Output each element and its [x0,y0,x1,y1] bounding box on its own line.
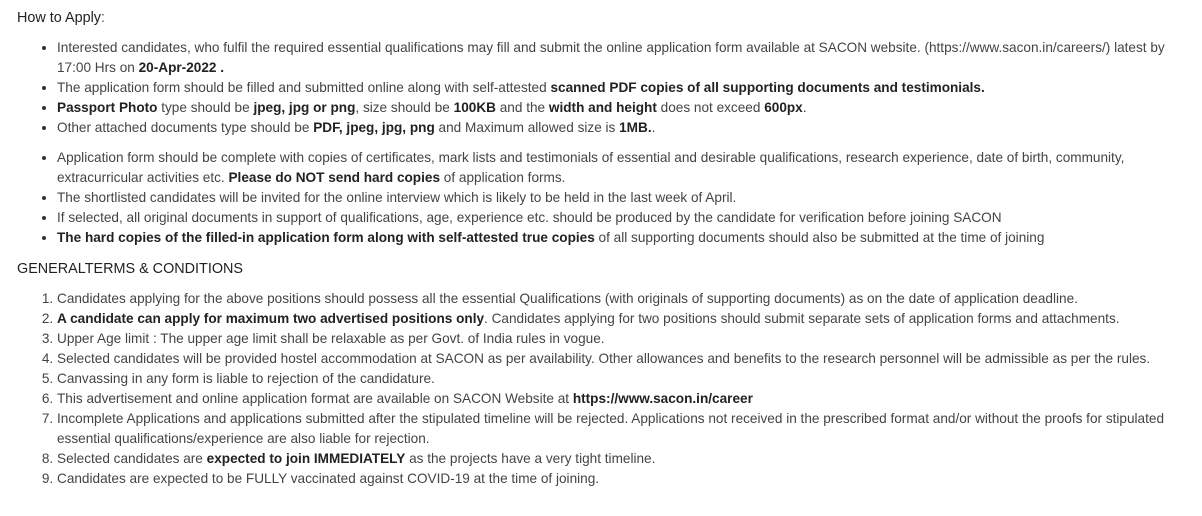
list-item [57,98,1192,118]
item-text: Incomplete Applications and applications submitted after the stipulated timeline will be rejected. Applications not received in the prescribed format and/or without the proofs for stipulated essential qualifications/experience are also liable for rejection. [57,411,1165,446]
item-text: If selected, all original documents in support of qualifications, age, experience etc. should be produced by the candidate for verification before joining SACON [57,210,1002,225]
list-item [57,188,1192,208]
item-bold: scanned PDF copies of all supporting documents and testimonials. [550,80,985,95]
list-item [57,289,1192,309]
how-to-apply-heading-text: How to Apply [17,10,101,26]
item-text: . [802,100,807,115]
how-to-apply-heading [17,8,1192,28]
item-text: and Maximum allowed size is [434,120,620,135]
item-bold: PDF, jpeg, jpg, png [313,120,435,135]
item-text: does not exceed [656,100,765,115]
list-item [57,228,1192,248]
item-bold: Please do NOT send hard copies [228,170,441,185]
list-item [57,329,1192,349]
list-item [57,409,1192,449]
item-bold: jpeg, jpg or png [253,100,356,115]
terms-heading: GENERALTERMS & CONDITIONS [17,261,244,277]
list-item [57,78,1192,98]
list-item [57,118,1192,138]
item-text: Candidates are expected to be FULLY vaccinated against COVID-19 at the time of joining. [57,471,600,486]
item-text: Selected candidates are [57,451,207,466]
list-item [57,369,1192,389]
item-text: . [651,120,656,135]
list-item [57,349,1192,369]
item-text: Interested candidates, who fulfil the required essential qualifications may fill and submit the online application form available at SACON website. (https://www.sacon.in/careers/) latest by 17:00 Hrs on [57,40,1165,75]
list-item [57,389,1192,409]
list-item [57,449,1192,469]
list-item [57,208,1192,228]
item-text: Selected candidates will be provided hostel accommodation at SACON as per availability. Other allowances and benefits to the research personnel will be admissible as per the rules. [57,351,1151,366]
deadline-date: 20-Apr-2022 . [138,60,224,75]
career-url: https://www.sacon.in/career [572,391,753,406]
item-text: Application form should be complete with copies of certificates, mark lists and testimonials of essential and desirable qualifications, research experience, date of birth, community, extracurricular activities etc. [57,150,1125,185]
terms-list [17,289,1192,489]
item-text: of all supporting documents should also be submitted at the time of joining [594,230,1045,245]
list-item [57,469,1192,489]
item-bold: Passport Photo [57,100,158,115]
item-text: Upper Age limit : The upper age limit shall be relaxable as per Govt. of India rules in vogue. [57,331,605,346]
item-bold: width and height [548,100,657,115]
item-text: of application forms. [440,170,566,185]
item-bold: 600px [764,100,803,115]
item-text: . Candidates applying for two positions should submit separate sets of application forms and attachments. [484,311,1120,326]
list-item [57,309,1192,329]
list-item [57,38,1192,78]
item-text: , size should be [355,100,454,115]
item-bold: The hard copies of the filled-in application form along with self-attested true copies [57,230,595,245]
item-bold: A candidate can apply for maximum two advertised positions only [57,311,485,326]
item-text: Candidates applying for the above positions should possess all the essential Qualifications (with originals of supporting documents) as on the date of application deadline. [57,291,1078,306]
item-bold: expected to join IMMEDIATELY [206,451,406,466]
item-text: as the projects have a very tight timeline. [405,451,656,466]
apply-list-primary [17,38,1192,138]
item-text: This advertisement and online application format are available on SACON Website at [57,391,573,406]
item-text: The application form should be filled and submitted online along with self-attested [57,80,551,95]
item-bold: 100KB [453,100,496,115]
item-bold: 1MB. [619,120,652,135]
list-item [57,148,1192,188]
item-text: and the [495,100,549,115]
item-text: type should be [157,100,254,115]
item-text: The shortlisted candidates will be invited for the online interview which is likely to be held in the last week of April. [57,190,737,205]
item-text: Canvassing in any form is liable to rejection of the candidature. [57,371,435,386]
item-text: Other attached documents type should be [57,120,314,135]
heading-colon: : [101,10,105,26]
apply-list-secondary [17,148,1192,248]
